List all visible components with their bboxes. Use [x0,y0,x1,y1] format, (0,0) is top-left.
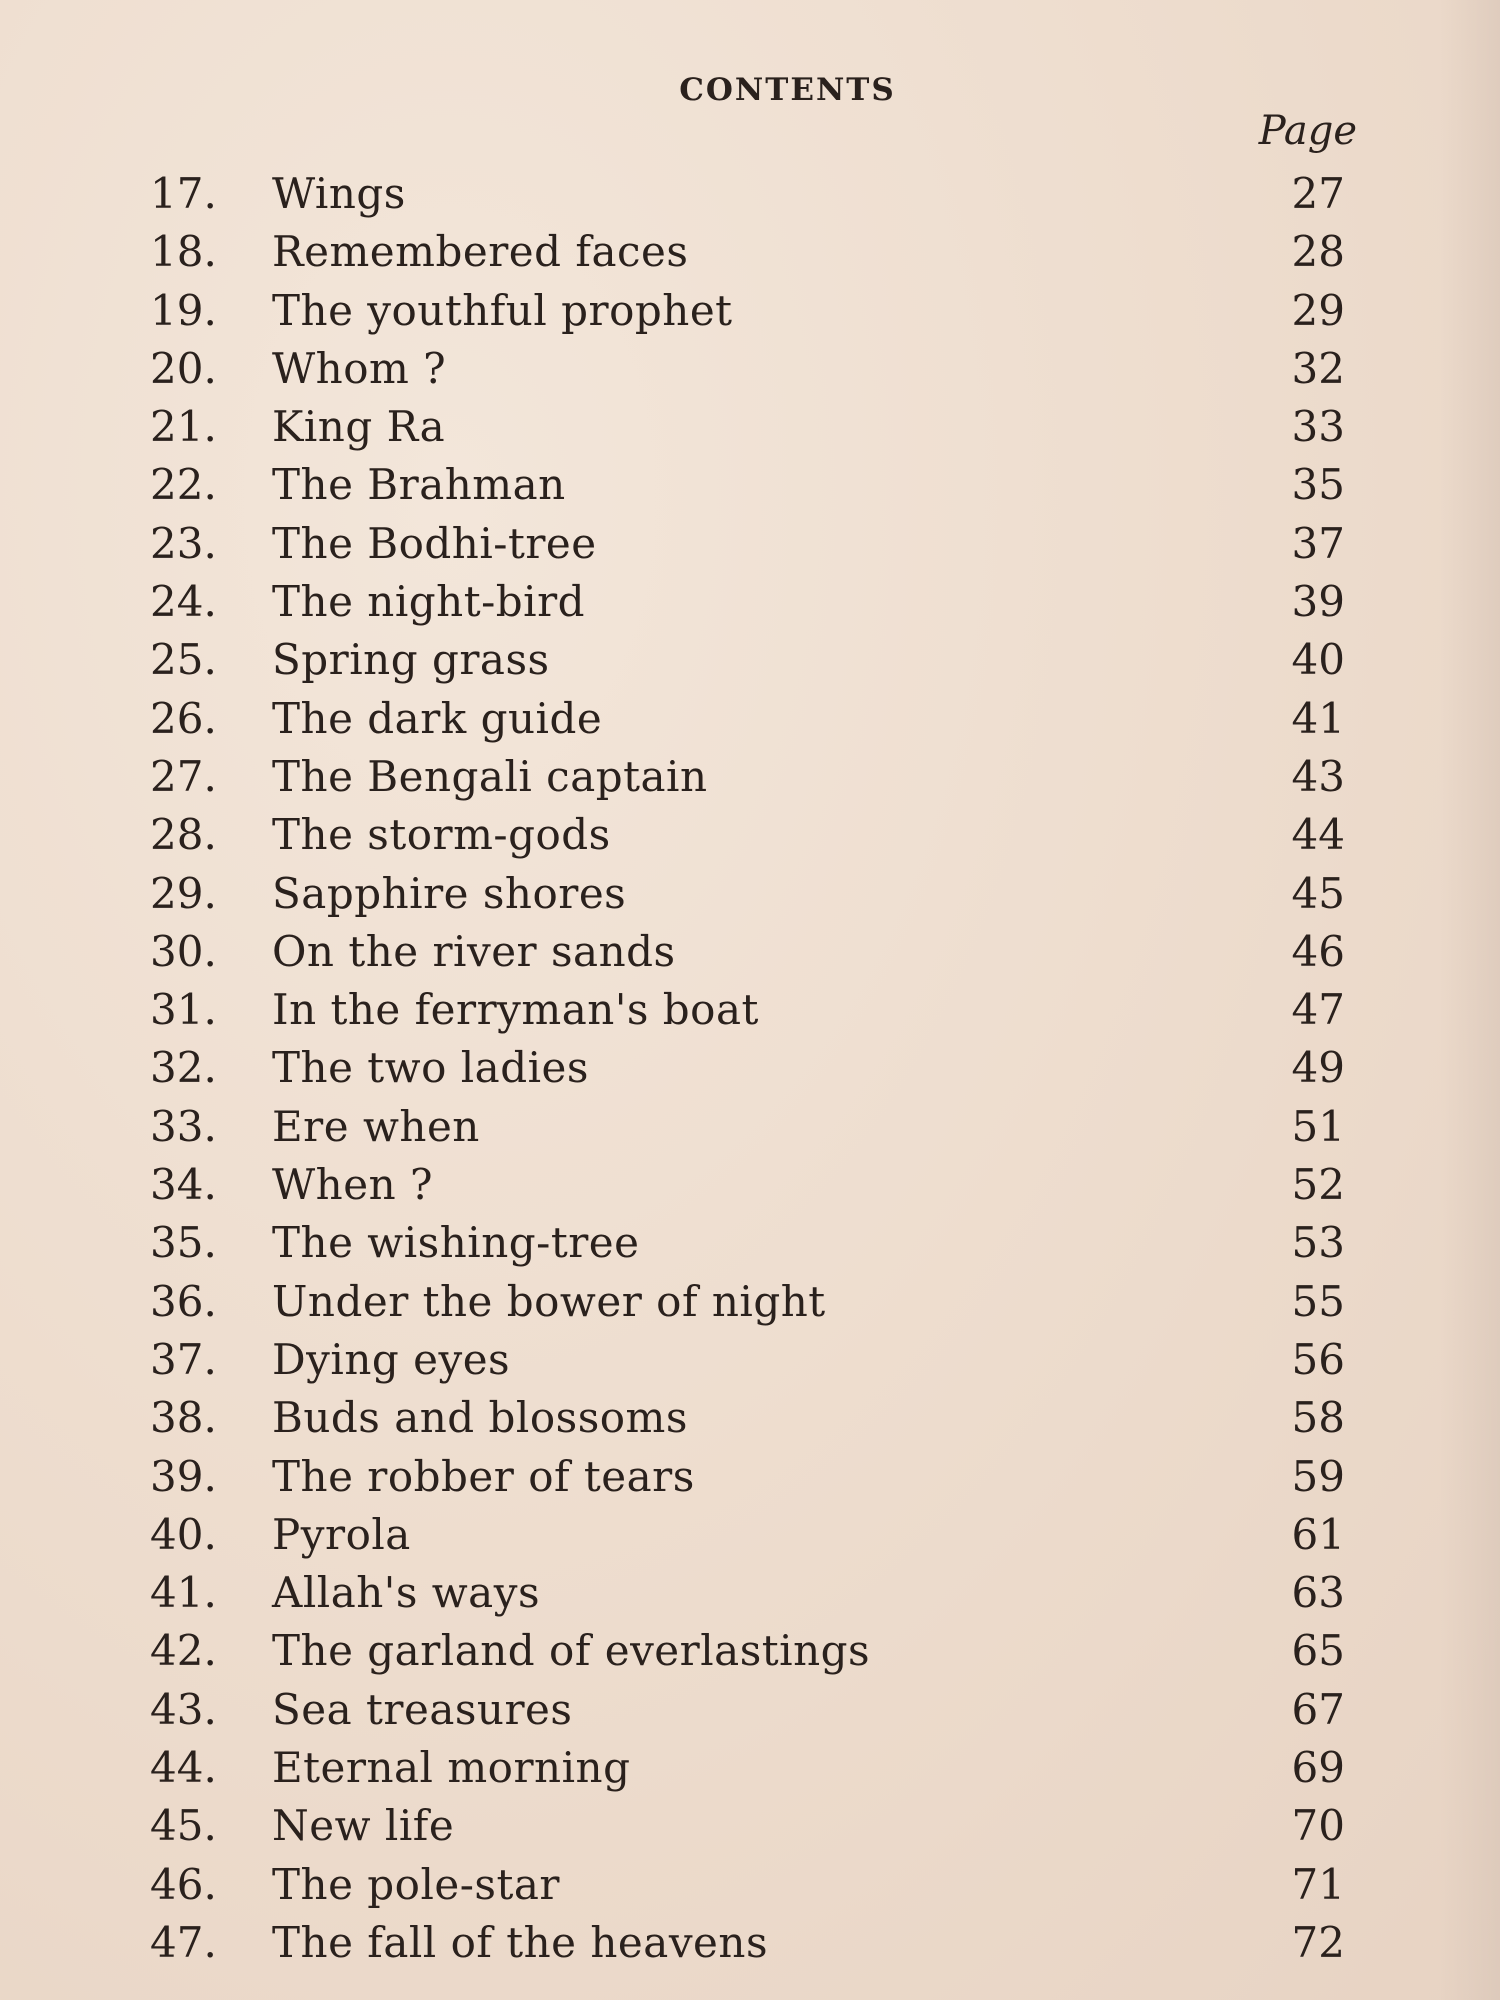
contents-entry [150,165,1345,223]
contents-entry [150,1273,1345,1331]
entry-title: Buds and blossoms [272,1393,688,1443]
contents-entry [150,981,1345,1039]
entry-number: 30. [150,926,217,976]
contents-entry [150,806,1345,864]
contents-entry [150,340,1345,398]
contents-entry [150,1039,1345,1097]
entry-number: 18. [150,227,217,277]
entry-page-number: 39 [1291,577,1345,627]
entry-title: The garland of everlastings [272,1626,871,1676]
entry-page-number: 33 [1291,402,1345,452]
entry-page-number: 44 [1291,810,1345,860]
entry-page-number: 51 [1291,1101,1345,1151]
contents-entry [150,690,1345,748]
entry-title: Under the bower of night [272,1276,826,1326]
entry-page-number: 45 [1291,868,1345,918]
entry-number: 47. [150,1917,217,1967]
entry-title: Wings [272,169,406,218]
entry-page-number: 67 [1291,1684,1345,1734]
entry-page-number: 27 [1291,169,1345,218]
entry-number: 32. [150,1043,217,1093]
entry-number: 28. [150,810,217,860]
contents-entry [150,1797,1345,1855]
entry-title: Allah's ways [272,1568,541,1618]
entry-page-number: 72 [1291,1917,1345,1967]
entry-title: In the ferryman's boat [272,985,759,1035]
entry-title: Dying eyes [272,1334,511,1384]
entry-title: The dark guide [272,693,603,743]
contents-entry [150,223,1345,281]
entry-page-number: 55 [1291,1276,1345,1326]
entry-page-number: 35 [1291,460,1345,510]
entry-page-number: 47 [1291,985,1345,1035]
entry-page-number: 70 [1291,1801,1345,1851]
contents-entry [150,1856,1345,1914]
contents-entry [150,1739,1345,1797]
contents-entry [150,748,1345,806]
entry-number: 46. [150,1859,217,1909]
entry-title: New life [272,1801,455,1851]
entry-page-number: 43 [1291,751,1345,801]
entry-page-number: 63 [1291,1568,1345,1618]
entry-number: 23. [150,518,217,568]
entry-number: 37. [150,1334,217,1384]
entry-title: Ere when [272,1101,480,1151]
contents-entry [150,1156,1345,1214]
contents-entry [150,631,1345,689]
entry-page-number: 61 [1291,1509,1345,1559]
entry-number: 19. [150,285,217,335]
contents-entry [150,1448,1345,1506]
entry-number: 24. [150,577,217,627]
entry-number: 41. [150,1568,217,1618]
contents-entry [150,398,1345,456]
entry-number: 25. [150,635,217,685]
contents-entry [150,1622,1345,1680]
contents-entry [150,1389,1345,1447]
entry-page-number: 32 [1291,343,1345,393]
entry-page-number: 56 [1291,1334,1345,1384]
entry-number: 31. [150,985,217,1035]
entry-title: King Ra [272,402,446,452]
entry-number: 39. [150,1451,217,1501]
entry-page-number: 52 [1291,1160,1345,1210]
entry-title: When ? [272,1160,433,1210]
contents-entry [150,865,1345,923]
entry-number: 20. [150,343,217,393]
entry-number: 35. [150,1218,217,1268]
entry-page-number: 41 [1291,693,1345,743]
page-edge-shading [1440,0,1500,2000]
contents-entry [150,1331,1345,1389]
entry-title: The Brahman [272,460,566,510]
entry-number: 29. [150,868,217,918]
contents-entry [150,515,1345,573]
contents-entry [150,1681,1345,1739]
entry-page-number: 28 [1291,227,1345,277]
entry-page-number: 58 [1291,1393,1345,1443]
contents-entry [150,1214,1345,1272]
entry-title: The Bengali captain [272,751,708,801]
entry-title: Sea treasures [272,1684,573,1734]
entry-title: The storm-gods [272,810,611,860]
entry-page-number: 37 [1291,518,1345,568]
entry-title: The youthful prophet [272,285,733,335]
contents-list [150,165,1345,1972]
entry-page-number: 65 [1291,1626,1345,1676]
entry-number: 26. [150,693,217,743]
entry-title: The two ladies [272,1043,589,1093]
entry-page-number: 49 [1291,1043,1345,1093]
entry-title: The robber of tears [272,1451,695,1501]
entry-title: Sapphire shores [272,868,627,918]
entry-page-number: 71 [1291,1859,1345,1909]
contents-entry [150,1914,1345,1972]
entry-number: 27. [150,751,217,801]
page-column-label: Page [1258,108,1357,154]
entry-page-number: 69 [1291,1743,1345,1793]
contents-entry [150,573,1345,631]
entry-number: 33. [150,1101,217,1151]
entry-number: 45. [150,1801,217,1851]
entry-page-number: 46 [1291,926,1345,976]
entry-page-number: 40 [1291,635,1345,685]
entry-number: 44. [150,1743,217,1793]
entry-number: 43. [150,1684,217,1734]
entry-title: The night-bird [272,577,586,627]
entry-title: The fall of the heavens [272,1917,769,1967]
contents-entry [150,1564,1345,1622]
entry-title: Whom ? [272,343,447,393]
entry-title: Pyrola [272,1509,411,1559]
contents-entry [150,456,1345,514]
entry-number: 17. [150,169,217,218]
contents-heading: CONTENTS [679,72,896,108]
entry-title: Spring grass [272,635,550,685]
contents-entry [150,282,1345,340]
contents-entry [150,1098,1345,1156]
entry-title: On the river sands [272,926,676,976]
entry-title: Eternal morning [272,1743,631,1793]
contents-entry [150,1506,1345,1564]
entry-title: Remembered faces [272,227,689,277]
entry-title: The pole-star [272,1859,560,1909]
entry-page-number: 53 [1291,1218,1345,1268]
entry-number: 38. [150,1393,217,1443]
entry-number: 22. [150,460,217,510]
entry-number: 34. [150,1160,217,1210]
entry-number: 40. [150,1509,217,1559]
entry-page-number: 29 [1291,285,1345,335]
entry-number: 21. [150,402,217,452]
entry-page-number: 59 [1291,1451,1345,1501]
entry-number: 36. [150,1276,217,1326]
entry-title: The Bodhi-tree [272,518,597,568]
contents-entry [150,923,1345,981]
entry-number: 42. [150,1626,217,1676]
entry-title: The wishing-tree [272,1218,640,1268]
